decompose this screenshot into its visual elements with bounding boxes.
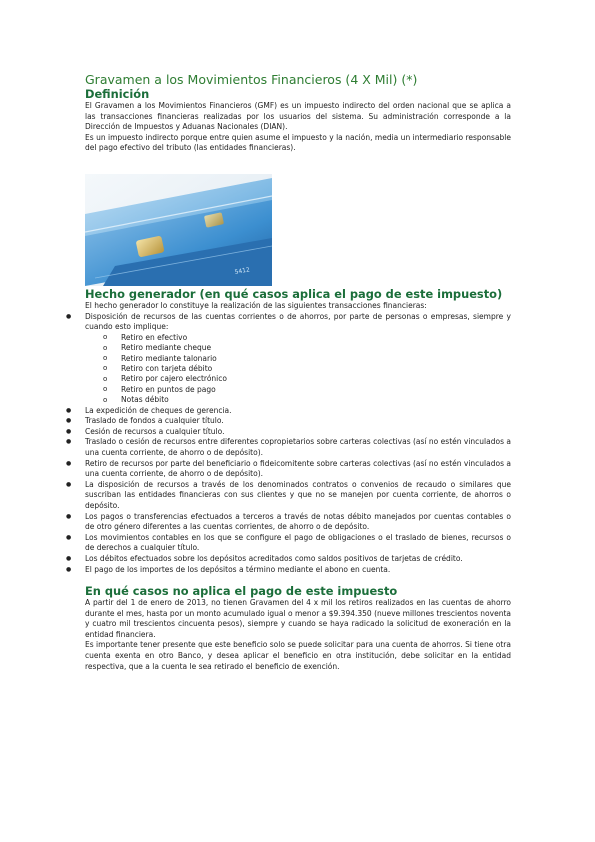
sub-list-item-text: Notas débito xyxy=(121,395,169,405)
bullet-icon: ● xyxy=(66,312,72,320)
svg-text:5412: 5412 xyxy=(234,266,251,276)
circle-bullet-icon: o xyxy=(103,354,108,363)
circle-bullet-icon: o xyxy=(103,395,108,404)
definition-paragraph-2: Es un impuesto indirecto porque entre quien asume el impuesto y la nación, media un intermediario responsable del pago efectivo del tributo (las entidades financieras). xyxy=(85,132,511,153)
sub-list-item xyxy=(103,353,511,364)
sub-list-item-text: Retiro mediante cheque xyxy=(121,343,212,353)
list-item xyxy=(66,564,511,576)
list-item xyxy=(66,416,511,427)
no-aplica-paragraph-2: Es importante tener presente que este beneficio solo se puede solicitar para una cuenta de ahorros. Si tiene otra cuenta exenta en otro Banco, y desea aplicar el beneficio en otra institución, debe solicitar en la entidad respectiva, que a la cuenta le sea retirado el beneficio de exención. xyxy=(85,640,511,671)
list-item xyxy=(66,405,511,417)
bullet-icon: ● xyxy=(66,438,72,446)
document-content xyxy=(66,72,511,672)
list-item-text: La expedición de cheques de gerencia. xyxy=(85,405,232,415)
hecho-generador-intro: El hecho generador lo constituye la realización de las siguientes transacciones financieras: xyxy=(85,300,427,310)
bullet-icon: ● xyxy=(66,459,72,467)
no-aplica-paragraph-1: A partir del 1 de enero de 2013, no tienen Gravamen del 4 x mil los retiros realizados en las cuentas de ahorro durante el mes, hasta por un monto acumulado igual o menor a $9.394.350 (nueve millones trescientos noventa y cuatro mil trescientos cincuenta pesos), siempre y cuando se haya radicado la solicitud de exoneración en la entidad financiera. xyxy=(85,598,511,639)
credit-cards-image xyxy=(85,174,272,286)
sub-list-item-text: Retiro en efectivo xyxy=(121,332,188,342)
list-item-text: Cesión de recursos a cualquier título. xyxy=(85,426,225,436)
list-item xyxy=(66,553,511,565)
sub-list-item xyxy=(103,374,511,384)
list-item-text: Traslado de fondos a cualquier título. xyxy=(85,416,224,426)
list-item xyxy=(66,437,511,458)
list-item-text: Los débitos efectuados sobre los depósitos acreditados como saldos positivos de tarjetas de crédito. xyxy=(85,553,463,563)
list-item xyxy=(66,532,511,554)
bullet-icon: ● xyxy=(66,480,72,488)
list-item xyxy=(66,511,511,533)
sub-list-item xyxy=(103,332,511,343)
sub-list-item xyxy=(103,395,511,405)
sub-list-item-text: Retiro mediante talonario xyxy=(121,353,217,363)
transactions-list xyxy=(66,311,511,576)
bullet-icon: ● xyxy=(66,512,72,520)
bullet-icon: ● xyxy=(66,565,72,573)
bullet-icon: ● xyxy=(66,406,72,414)
definition-paragraph-1: El Gravamen a los Movimientos Financieros (GMF) es un impuesto indirecto del orden nacional que se aplica a las transacciones financieras realizadas por los usuarios del sistema. Su administración corresponde a la Dirección de Impuestos y Aduanas Nacionales (DIAN). xyxy=(85,101,511,132)
list-item-text: Retiro de recursos por parte del beneficiario o fideicomitente sobre carteras colectivas (así no estén vinculados a una cuenta corriente, de ahorro o de depósito). xyxy=(85,458,511,479)
circle-bullet-icon: o xyxy=(103,364,108,373)
list-item-text: El pago de los importes de los depósitos a término mediante el abono en cuenta. xyxy=(85,564,391,574)
list-item-text: Los movimientos contables en los que se configure el pago de obligaciones o el traslado de bienes, recursos o de derechos a cualquier título. xyxy=(85,532,511,553)
list-item-text: Los pagos o transferencias efectuados a terceros a través de notas débito manejados por cuentas contables o de otro género diferentes a las cuentas corrientes, de ahorro o de depósito. xyxy=(85,511,511,532)
hecho-generador-heading: Hecho generador (en qué casos aplica el pago de este impuesto) xyxy=(85,286,503,301)
sub-list-item xyxy=(103,363,511,374)
list-item xyxy=(66,311,511,406)
list-item-text: La disposición de recursos a través de los denominados contratos o convenios de recaudo o similares que suscriban las entidades financieras con sus clientes y que no se manejen por cuenta corriente, de ahorros o depósito. xyxy=(85,479,511,510)
bullet-icon: ● xyxy=(66,427,72,435)
bullet-icon: ● xyxy=(66,417,72,425)
sub-list-item-text: Retiro por cajero electrónico xyxy=(121,374,227,384)
sub-list-item xyxy=(103,343,511,353)
list-item-text: Disposición de recursos de las cuentas corrientes o de ahorros, por parte de personas o empresas, siempre y cuando esto implique: xyxy=(85,311,511,332)
circle-bullet-icon: o xyxy=(103,385,108,394)
bullet-icon: ● xyxy=(66,554,72,562)
sub-list-item-text: Retiro en puntos de pago xyxy=(121,384,216,394)
bullet-icon: ● xyxy=(66,533,72,541)
no-aplica-section xyxy=(85,585,511,672)
circle-bullet-icon: o xyxy=(103,374,108,383)
list-item xyxy=(66,479,511,512)
list-item xyxy=(66,426,511,438)
list-item-text: Traslado o cesión de recursos entre diferentes copropietarios sobre carteras colectivas (así no estén vinculados a una cuenta corriente, de ahorro o de depósito). xyxy=(85,437,511,457)
withdrawal-types-list xyxy=(85,333,511,406)
no-aplica-heading: En qué casos no aplica el pago de este impuesto xyxy=(85,584,398,599)
document-title: Gravamen a los Movimientos Financieros (4 X Mil) (*) xyxy=(85,72,418,87)
definition-heading: Definición xyxy=(85,87,150,101)
sub-list-item xyxy=(103,384,511,395)
list-item xyxy=(66,458,511,480)
circle-bullet-icon: o xyxy=(103,343,108,352)
sub-list-item-text: Retiro con tarjeta débito xyxy=(121,363,213,373)
circle-bullet-icon: o xyxy=(103,333,108,342)
